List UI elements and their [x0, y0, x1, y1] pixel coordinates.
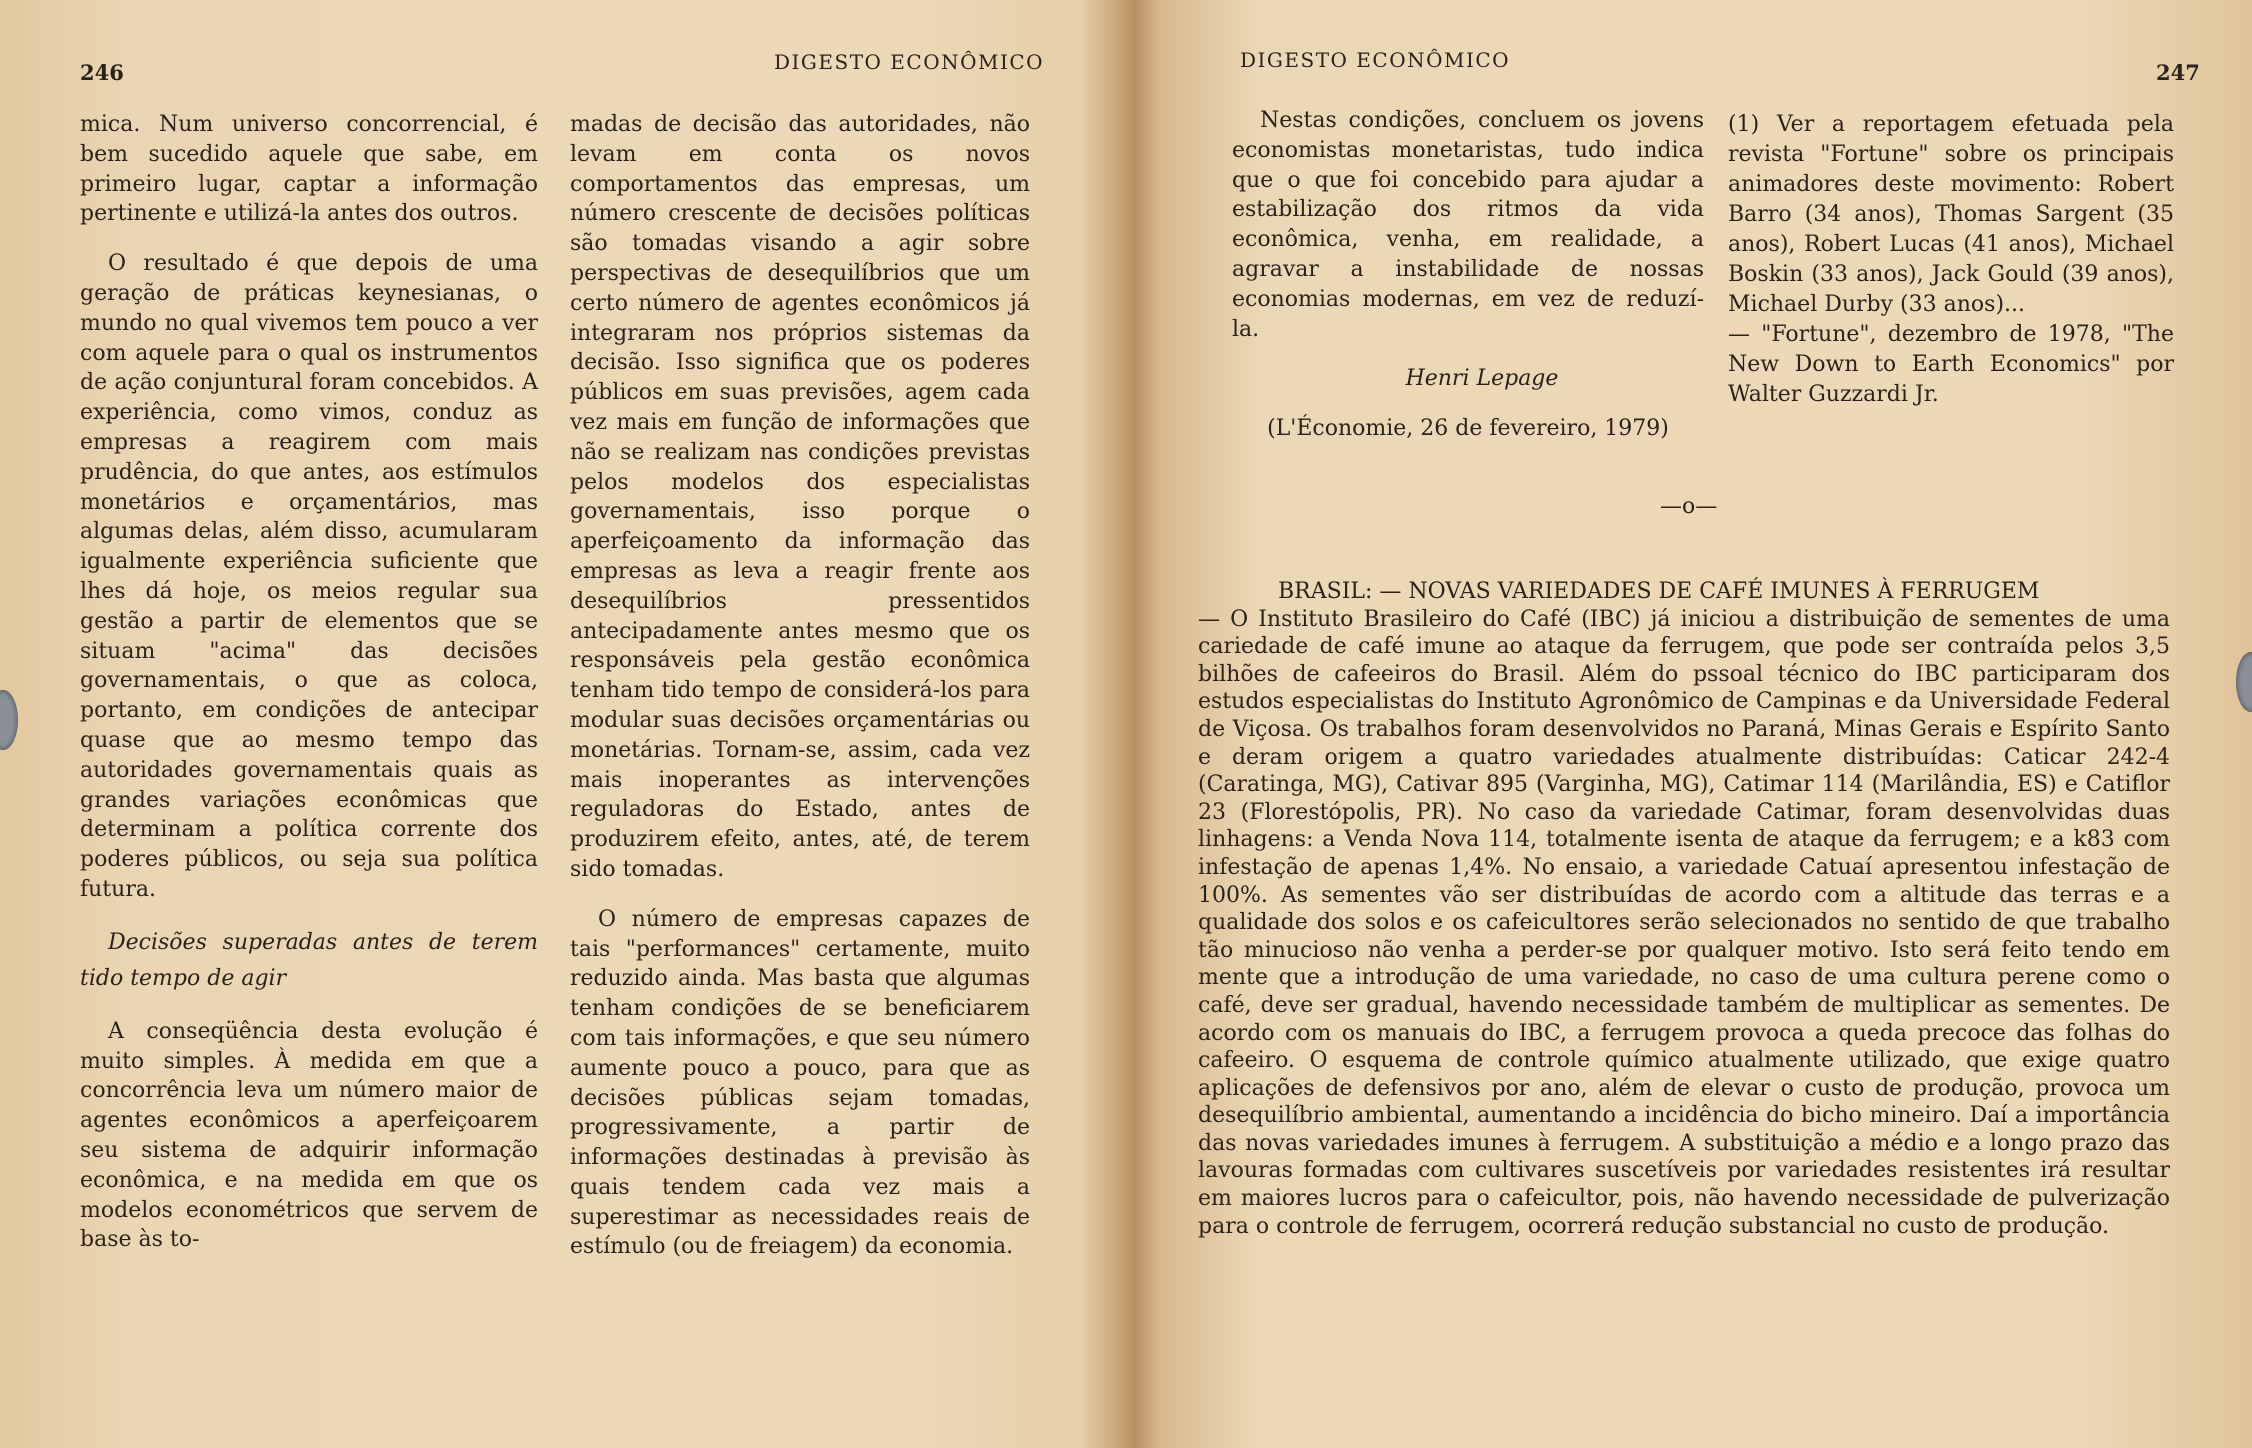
binder-tab — [2236, 652, 2252, 712]
running-head: DIGESTO ECONÔMICO — [774, 50, 1045, 74]
paragraph: Nestas condições, concluem os jovens economistas monetaristas, tudo indica que o que foi concebido para ajudar a estabilização dos ritmos da vida econômica, venha, em realidade, a agravar a instabilidade de nossas economias modernas, em vez de reduzí-la. — [1232, 108, 1704, 342]
subheading: Decisões superadas antes de terem tido tempo de agir — [80, 929, 538, 991]
article-body: — O Instituto Brasileiro do Café (IBC) já iniciou a distribuição de sementes de uma cariedade de café imune ao ataque da ferrugem, que pode ser contraída pelos 3,5 bilhões de cafeeiros do Brasil. Além do pssoal técnico do IBC participaram dos estudos especialistas do Instituto Agronômico de Campinas e da Universidade Federal de Viçosa. Os trabalhos foram desenvolvidos no Paraná, Minas Gerais e Espírito Santo e deram origem a quatro variedades atualmente distribuídas: Caticar 242-4 (Caratinga, MG), Cativar 895 (Varginha, MG), Catimar 114 (Marilândia, ES) e Catiflor 23 (Florestópolis, PR). No caso da variedade Catimar, foram desenvolvidas duas linhagens: a Venda Nova 114, totalmente isenta de ataque da ferrugem; e a k83 com infestação de apenas 1,4%. No ensaio, a variedade Catuaí apresentou infestação de 100%. As sementes vão ser distribuídas de acordo com a altitude das terras e a qualidade dos solos e os cafeicultores serão selecionados no sentido de que trabalho tão minucioso não venha a perder-se por qualquer motivo. Isto será feito tendo em mente que a introdução de uma variedade, no caso de uma cultura perene como o café, deve ser gradual, havendo necessidade também de multiplicar as sementes. De acordo com os manuais do IBC, a ferrugem provoca a queda precoce das folhas do cafeeiro. O esquema de controle químico atualmente utilizado, que exige quatro aplicações de defensivos por ano, além de elevar o custo de produção, provoca um desequilíbrio ambiental, aumentando a incidência do bicho mineiro. Daí a importância das novas variedades imunes à ferrugem. A substituição a médio e a longo prazo das lavouras formadas com cultivares suscetíveis por variedades resistentes irá resultar em maiores lucros para o cafeicultor, pois, não havendo necessidade de pulverização para o controle de ferrugem, ocorrerá redução substancial no custo de produção. — [1198, 606, 2170, 1239]
paragraph: mica. Num universo concorrencial, é bem sucedido aquele que sabe, em primeiro lugar, captar a informação pertinente e utilizá-la antes dos outros. — [80, 112, 538, 227]
left-column-1 — [80, 110, 538, 1275]
author-signature: Henri Lepage — [1405, 366, 1559, 392]
right-column-1 — [1232, 106, 1704, 464]
article-heading: BRASIL: — NOVAS VARIEDADES DE CAFÉ IMUNES À FERRUGEM — [1278, 579, 2040, 604]
left-column-2 — [570, 110, 1030, 1282]
source-citation: (L'Économie, 26 de fevereiro, 1979) — [1267, 416, 1669, 442]
binder-tab — [0, 690, 18, 750]
running-head: DIGESTO ECONÔMICO — [1240, 48, 1511, 72]
paragraph: A conseqüência desta evolução é muito simples. À medida em que a concorrência leva um número maior de agentes econômicos a aperfeiçoarem seu sistema de adquirir informação econômica, e na medida em que os modelos econométricos que servem de base às to- — [80, 1018, 538, 1253]
news-article — [1198, 578, 2170, 1240]
section-separator: —o— — [1660, 494, 1718, 519]
paragraph: O número de empresas capazes de tais "performances" certamente, muito reduzido ainda. Mas basta que algumas tenham condições de se beneficiarem com tais informações, e que seu número aumente pouco a pouco, para que as decisões públicas sejam tomadas, progressivamente, a partir de informações destinadas à previsão às quais tendem cada vez mais a superestimar as necessidades reais de estímulo (ou de freiagem) da economia. — [570, 906, 1030, 1260]
footnote: (1) Ver a reportagem efetuada pela revista "Fortune" sobre os principais animadores deste movimento: Robert Barro (34 anos), Thomas Sargent (35 anos), Robert Lucas (41 anos), Michael Boskin (33 anos), Jack Gould (39 anos), Michael Durby (33 anos)... — [1728, 112, 2174, 317]
page-number: 246 — [80, 60, 124, 85]
paragraph: O resultado é que depois de uma geração de práticas keynesianas, o mundo no qual vivemos tem pouco a ver com aquele para o qual os instrumentos de ação conjuntural foram concebidos. A experiência, como vimos, conduz as empresas a reagirem com mais prudência, do que antes, aos estímulos monetários e orçamentários, mas algumas delas, além disso, acumularam igualmente experiência suficiente que lhes dá hoje, os meios regular sua gestão a partir de elementos que se situam "acima" das decisões governamentais, o que as coloca, portanto, em condições de antecipar quase que ao mesmo tempo das autoridades governamentais quais as grandes variações econômicas que determinam a política corrente dos poderes públicos, ou seja sua política futura. — [80, 251, 538, 902]
footnote-reference: — "Fortune", dezembro de 1978, "The New Down to Earth Economics" por Walter Guzzardi Jr. — [1728, 322, 2174, 407]
paragraph: madas de decisão das autoridades, não levam em conta os novos comportamentos das empresas, um número crescente de decisões políticas são tomadas visando a agir sobre perspectivas de desequilíbrios que um certo número de agentes econômicos já integraram nos próprios sistemas da decisão. Isso significa que os poderes públicos em suas previsões, agem cada vez mais em função de informações que não se realizam nas condições previstas pelos modelos dos especialistas governamentais, isso porque o aperfeiçoamento da informação das empresas as leva a reagir frente aos desequilíbrios pressentidos antecipadamente antes mesmo que os responsáveis pela gestão econômica tenham tido tempo de considerá-los para modular suas decisões orçamentárias ou monetárias. Tornam-se, assim, cada vez mais inoperantes as intervenções reguladoras do Estado, antes de produzirem efeito, antes, até, de terem sido tomadas. — [570, 112, 1030, 882]
right-column-2-footnote — [1728, 110, 2174, 430]
page-number: 247 — [2156, 60, 2200, 85]
